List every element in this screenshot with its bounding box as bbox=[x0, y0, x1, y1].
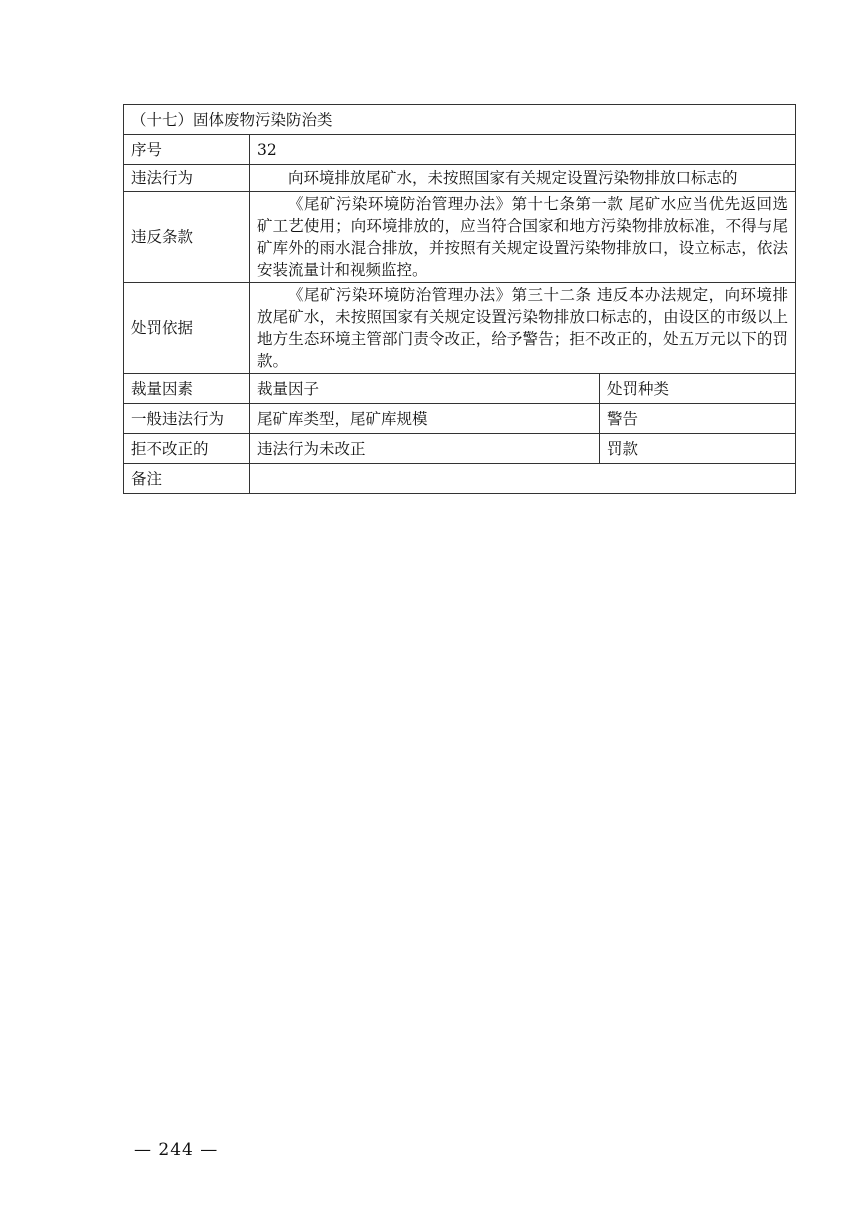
remarks-row bbox=[124, 464, 796, 494]
penalty-type: 罚款 bbox=[600, 434, 796, 464]
penalty-type: 警告 bbox=[600, 404, 796, 434]
penalty-type-header: 处罚种类 bbox=[600, 374, 796, 404]
violation-text: 向环境排放尾矿水，未按照国家有关规定设置污染物排放口标志的 bbox=[250, 165, 796, 192]
remarks-label: 备注 bbox=[124, 464, 250, 494]
discretion-factor: 拒不改正的 bbox=[124, 434, 250, 464]
remarks-value bbox=[250, 464, 796, 494]
clause-text: 《尾矿污染环境防治管理办法》第十七条第一款 尾矿水应当优先返回选矿工艺使用；向环境排放的，应当符合国家和地方污染物排放标准，不得与尾矿库外的雨水混合排放，并按照有关规定设置污染物排放口，设立标志，依法安装流量计和视频监控。 bbox=[250, 192, 796, 283]
table-row bbox=[124, 404, 796, 434]
discretion-factor-label: 裁量因素 bbox=[124, 374, 250, 404]
section-title: （十七）固体废物污染防治类 bbox=[124, 105, 796, 135]
basis-label: 处罚依据 bbox=[124, 283, 250, 374]
penalty-discretion-table bbox=[123, 104, 796, 494]
basis-row bbox=[124, 283, 796, 374]
clause-label: 违反条款 bbox=[124, 192, 250, 283]
discretion-factor: 一般违法行为 bbox=[124, 404, 250, 434]
serial-value: 32 bbox=[250, 135, 796, 165]
section-title-row bbox=[124, 105, 796, 135]
discretion-header-row bbox=[124, 374, 796, 404]
violation-row bbox=[124, 165, 796, 192]
clause-row bbox=[124, 192, 796, 283]
discretion-factor-header: 裁量因子 bbox=[250, 374, 600, 404]
violation-label: 违法行为 bbox=[124, 165, 250, 192]
serial-row bbox=[124, 135, 796, 165]
table-row bbox=[124, 434, 796, 464]
page-number: — 244 — bbox=[134, 1140, 219, 1160]
serial-label: 序号 bbox=[124, 135, 250, 165]
discretion-detail: 违法行为未改正 bbox=[250, 434, 600, 464]
discretion-detail: 尾矿库类型，尾矿库规模 bbox=[250, 404, 600, 434]
basis-text: 《尾矿污染环境防治管理办法》第三十二条 违反本办法规定，向环境排放尾矿水，未按照国家有关规定设置污染物排放口标志的，由设区的市级以上地方生态环境主管部门责令改正，给予警告；拒不改正的，处五万元以下的罚款。 bbox=[250, 283, 796, 374]
